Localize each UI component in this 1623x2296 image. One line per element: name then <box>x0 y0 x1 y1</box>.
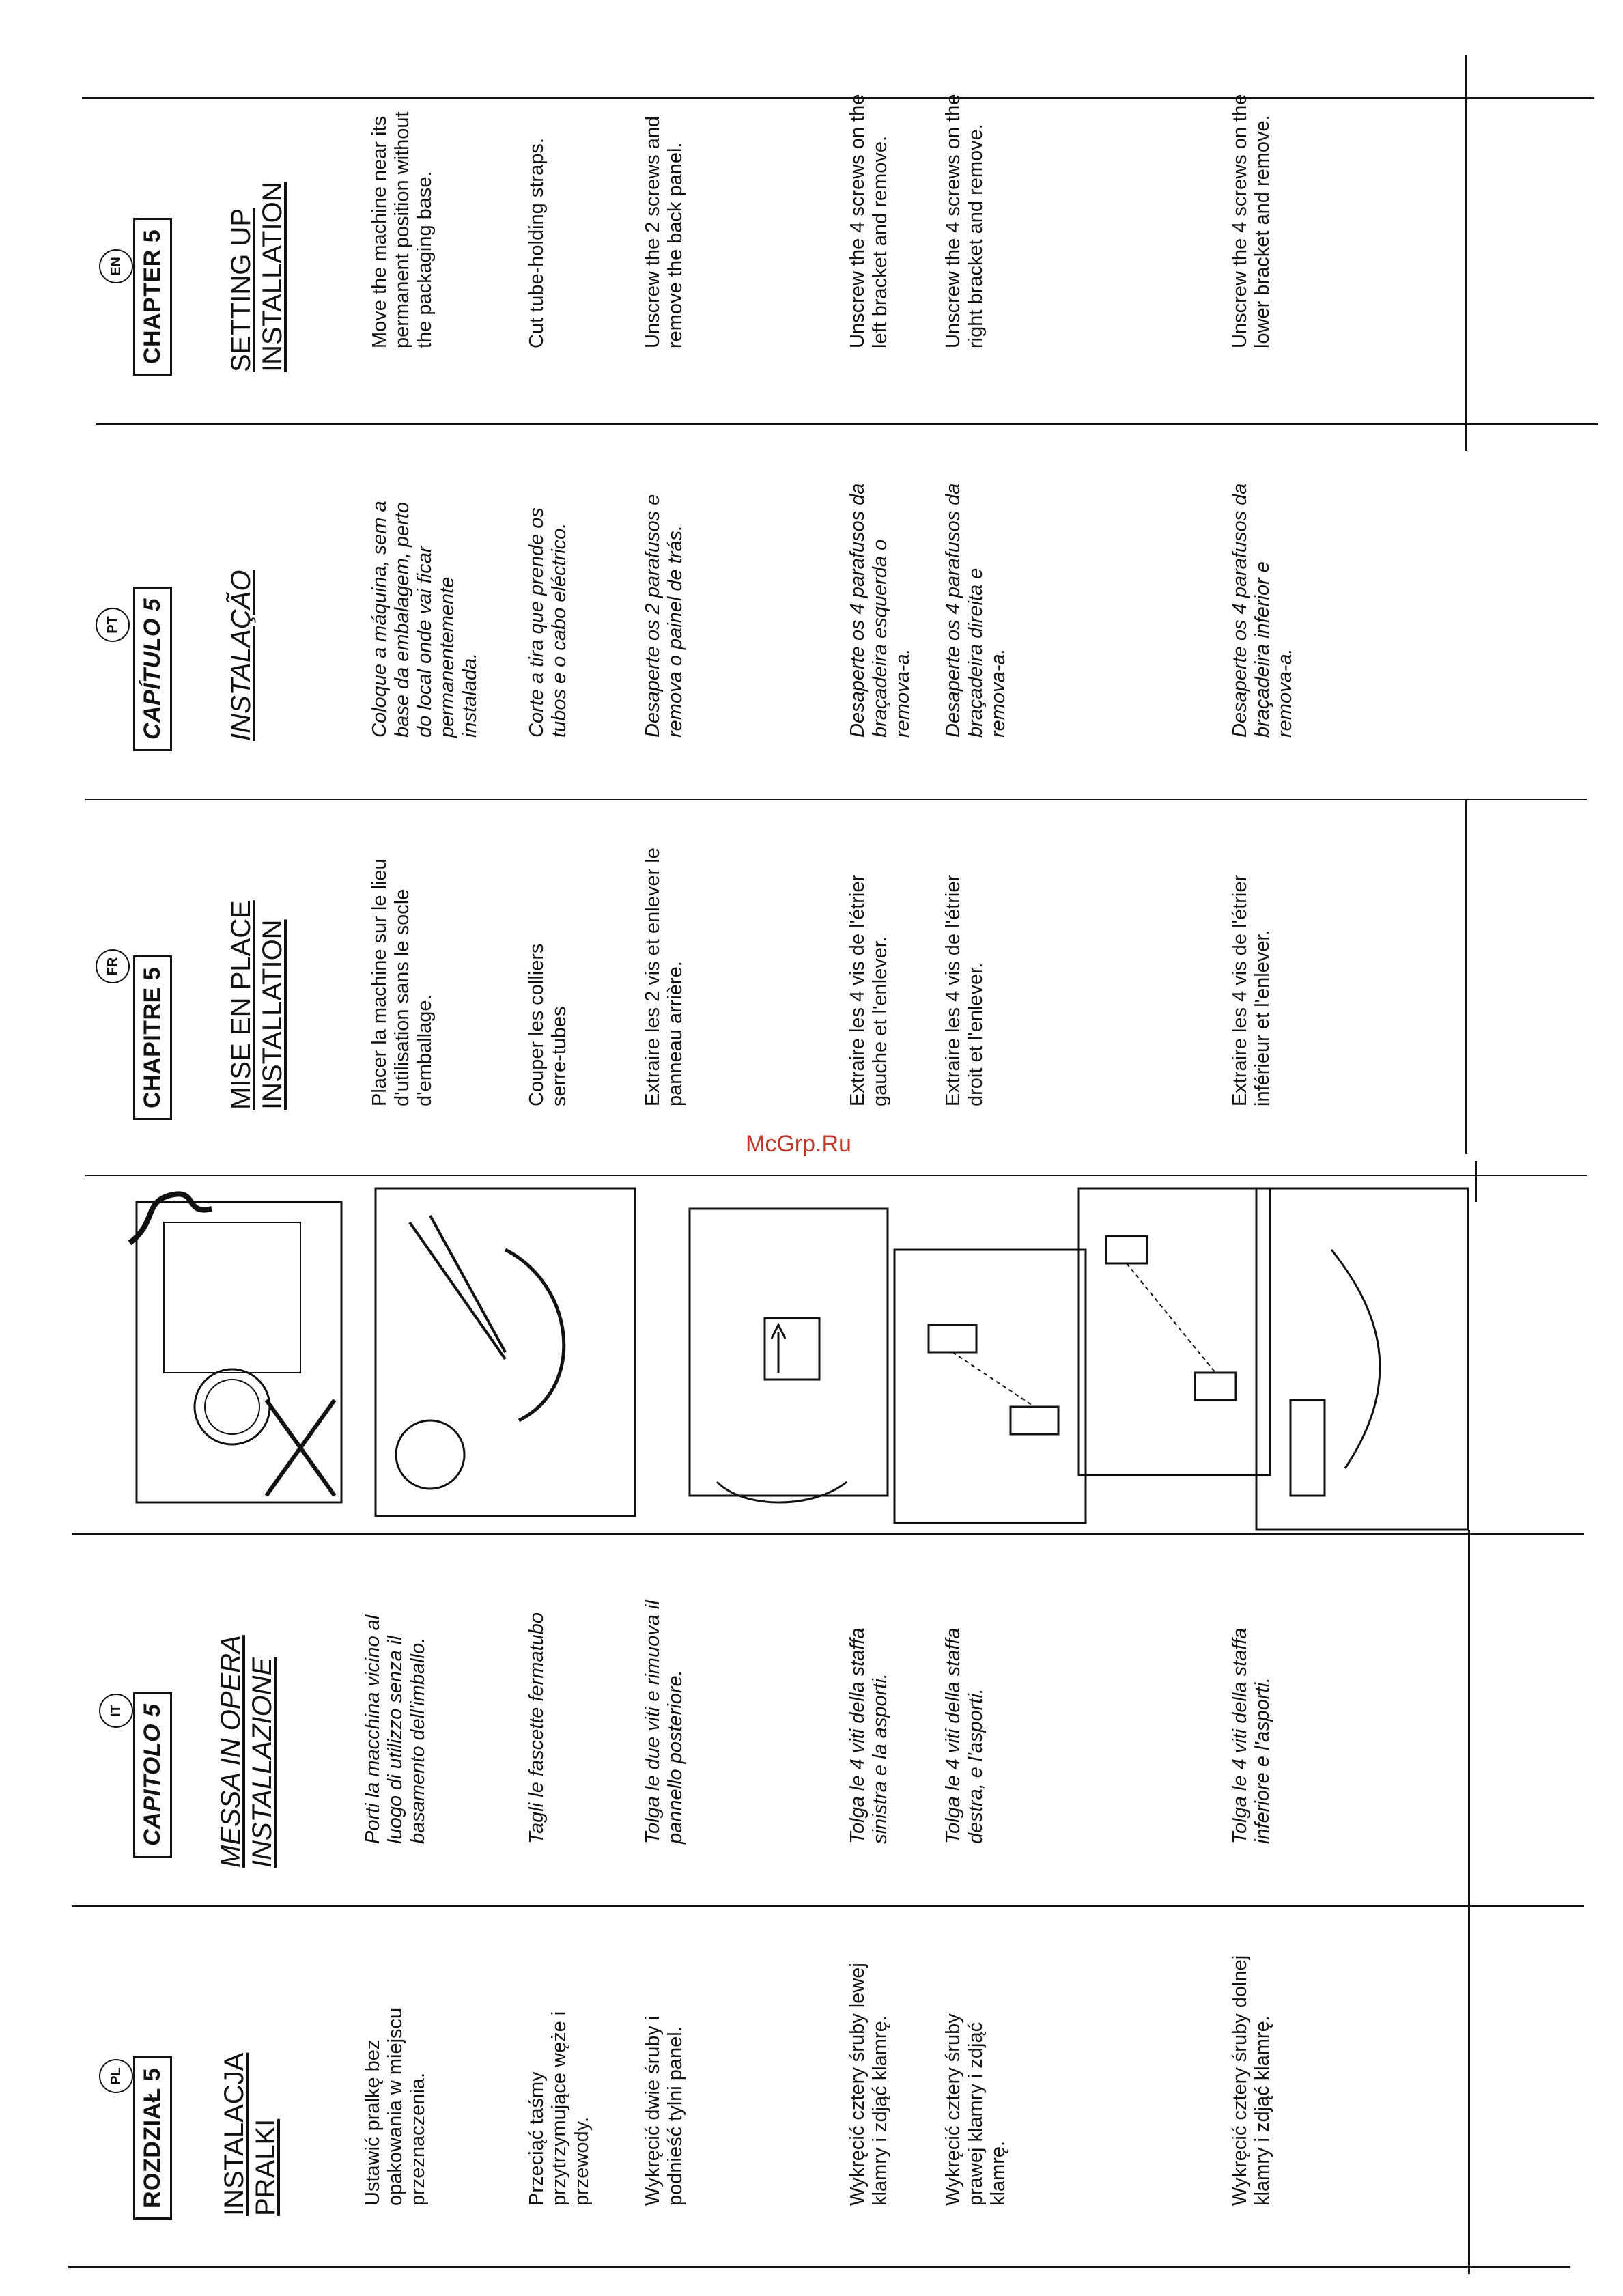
figure-lower-bracket <box>1250 1181 1475 1537</box>
column-fr <box>96 820 1598 1161</box>
step-fr-5: Extraire les 4 vis de l'étrier droit et l'enlever. <box>942 874 987 1106</box>
section-title-pl-1: INSTALACJA <box>219 2052 249 2216</box>
step-it-5: Tolga le 4 viti della staffa destra, e l'asporti. <box>942 1627 987 1844</box>
flag-pl: PL <box>99 2059 133 2093</box>
bottom-rule <box>68 2266 1570 2268</box>
section-title-en-1: SETTING UP <box>226 208 256 372</box>
figure-cut-straps <box>369 1181 642 1523</box>
column-pl <box>96 1919 1598 2260</box>
divider-fr-fig <box>1475 1161 1477 1202</box>
step-pl-1: Ustawić pralkę bez opakowania w miejscu przeznaczenia. <box>362 2007 429 2206</box>
column-it <box>96 1557 1598 1899</box>
step-fr-2: Couper les colliers serre-tubes <box>526 943 570 1106</box>
step-it-6: Tolga le 4 viti della staffa inferiore e l'asporti. <box>1229 1627 1273 1844</box>
step-en-3: Unscrew the 2 screws and remove the back panel. <box>642 115 686 348</box>
chapter-heading-it: CAPITOLO 5 <box>133 1692 172 1858</box>
step-pt-4: Desaperte os 4 parafusos da braçadeira esquerda o remova-a. <box>847 483 914 738</box>
column-pt <box>96 451 1598 792</box>
step-en-6: Unscrew the 4 screws on the lower bracket and remove. <box>1229 94 1273 348</box>
step-pt-1: Coloque a máquina, sem a base da embalagem, perto do local onde vai ficar permanentemente instalada. <box>369 501 481 738</box>
step-pt-5: Desaperte os 4 parafusos da braçadeira direita e remova-a. <box>942 483 1009 738</box>
step-pt-2: Corte a tira que prende os tubos e o cabo eléctrico. <box>526 507 570 738</box>
chapter-heading-pt: CAPÍTULO 5 <box>133 587 172 751</box>
left-bracket-illustration <box>888 1243 1092 1530</box>
flag-it: IT <box>99 1694 133 1728</box>
step-en-5: Unscrew the 4 screws on the right bracket and remove. <box>942 94 987 348</box>
section-title-fr-1: MISE EN PLACE <box>226 900 256 1110</box>
step-pl-4: Wykręcić cztery śruby lewej klamry i zdjąć klamrę. <box>847 1963 891 2206</box>
column-en <box>96 94 1598 417</box>
lower-bracket-illustration <box>1250 1181 1475 1537</box>
chapter-heading-pl: ROZDZIAŁ 5 <box>133 2056 172 2220</box>
step-pl-6: Wykręcić cztery śruby dolnej klamry i zdjąć klamrę. <box>1229 1955 1273 2206</box>
figure-left-bracket <box>888 1243 1092 1530</box>
step-fr-1: Placer la machine sur le lieu d'utilisation sans le socle d'emballage. <box>369 858 436 1106</box>
figure-back-panel <box>676 1181 901 1523</box>
rule-fr-fig <box>85 1175 1587 1176</box>
step-it-4: Tolga le 4 viti della staffa sinistra e la asporti. <box>847 1627 891 1844</box>
back-panel-illustration <box>676 1181 901 1523</box>
step-en-2: Cut tube-holding straps. <box>526 138 548 348</box>
step-it-2: Tagli le fascette fermatubo <box>526 1612 548 1844</box>
step-fr-4: Extraire les 4 vis de l'étrier gauche et l'enlever. <box>847 874 891 1106</box>
flag-pt: PT <box>96 608 130 642</box>
flag-fr: FR <box>96 949 130 983</box>
rule-en-pt <box>96 423 1598 425</box>
section-title-pl-2: PRALKI <box>251 2118 281 2216</box>
section-title-pt-1: INSTALAÇÃO <box>226 570 256 741</box>
watermark: McGrp.Ru <box>746 1131 851 1157</box>
chapter-heading-fr: CHAPITRE 5 <box>133 955 172 1120</box>
figure-machine-no-base <box>116 1181 362 1523</box>
step-it-1: Porti la macchina vicino al luogo di utilizzo senza il basamento dell'imballo. <box>362 1614 429 1844</box>
step-en-4: Unscrew the 4 screws on the left bracket and remove. <box>847 94 891 348</box>
step-pt-6: Desaperte os 4 parafusos da braçadeira inferior e remova-a. <box>1229 483 1296 738</box>
step-pt-3: Desaperte os 2 parafusos e remova o painel de trás. <box>642 494 686 738</box>
flag-en: EN <box>99 249 133 283</box>
rule-it-pl <box>72 1905 1584 1907</box>
step-it-3: Tolga le due viti e rimuova il pannello posteriore. <box>642 1600 686 1844</box>
step-en-1: Move the machine near its permanent position without the packaging base. <box>369 111 436 348</box>
section-title-en-2: INSTALLATION <box>257 182 287 372</box>
machine-illustration <box>116 1181 362 1523</box>
scissors-illustration <box>369 1181 642 1523</box>
section-title-it-1: MESSA IN OPERA <box>216 1635 246 1868</box>
section-title-it-2: INSTALLAZIONE <box>247 1657 277 1868</box>
step-pl-3: Wykręcić dwie śruby i podnieść tylni panel. <box>642 2015 686 2206</box>
figure-right-bracket <box>1072 1181 1277 1482</box>
section-title-fr-2: INSTALLATION <box>257 919 287 1110</box>
step-pl-2: Przeciąć taśmy przytrzymujące węże i przewody. <box>526 2011 593 2206</box>
step-fr-6: Extraire les 4 vis de l'étrier inférieur et l'enlever. <box>1229 874 1273 1106</box>
rule-pt-fr <box>85 799 1587 800</box>
top-rule <box>82 97 1594 99</box>
step-pl-5: Wykręcić cztery śruby prawej klamry i zdjąć klamrę. <box>942 2013 1009 2206</box>
step-fr-3: Extraire les 2 vis et enlever le panneau arrière. <box>642 848 686 1106</box>
chapter-heading-en: CHAPTER 5 <box>133 218 172 376</box>
right-bracket-illustration <box>1072 1181 1277 1482</box>
